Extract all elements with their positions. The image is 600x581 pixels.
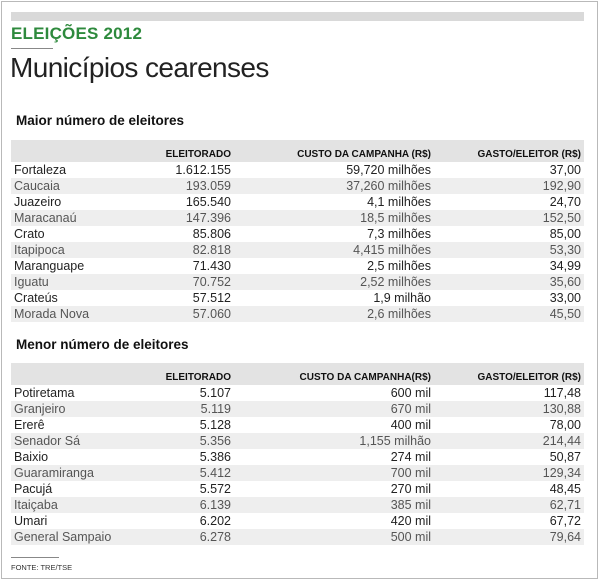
cell-municipio: Senador Sá — [11, 433, 139, 449]
cell-custo: 2,52 milhões — [234, 274, 434, 290]
cell-eleitorado: 57.512 — [192, 291, 231, 305]
cell-custo: 600 mil — [390, 386, 431, 400]
header-eleitorado: ELEITORADO — [139, 148, 234, 162]
table-row — [11, 529, 584, 545]
cell-custo: 500 mil — [234, 529, 434, 545]
cell-municipio: Umari — [14, 514, 48, 528]
cell-custo: 1,155 milhão — [234, 433, 434, 449]
section-title-least: Menor número de eleitores — [16, 337, 189, 352]
table-row — [11, 385, 584, 401]
cell-custo: 420 mil — [390, 514, 431, 528]
section-title-most: Maior número de eleitores — [16, 113, 185, 128]
table-row — [11, 401, 584, 417]
cell-custo: 700 mil — [234, 465, 434, 481]
kicker-rule — [11, 48, 53, 49]
table-header-spacer — [11, 363, 584, 371]
cell-gasto: 62,71 — [434, 497, 584, 513]
table-least-voters — [11, 363, 584, 545]
cell-gasto: 117,48 — [543, 386, 581, 400]
cell-gasto: 85,00 — [549, 227, 581, 241]
cell-custo: 2,5 milhões — [367, 259, 431, 273]
cell-gasto: 33,00 — [549, 291, 581, 305]
cell-municipio: Maranguape — [14, 259, 85, 273]
cell-custo: 4,415 milhões — [234, 242, 434, 258]
table-row — [11, 226, 584, 242]
cell-municipio: Ererê — [14, 418, 45, 432]
table-header — [11, 371, 584, 385]
header-gasto: GASTO/ELEITOR (R$) — [434, 371, 584, 385]
cell-municipio: Itaiçaba — [11, 497, 139, 513]
cell-municipio: Fortaleza — [14, 163, 67, 177]
cell-eleitorado: 6.139 — [139, 497, 234, 513]
cell-eleitorado: 71.430 — [192, 259, 231, 273]
cell-custo: 270 mil — [390, 482, 431, 496]
cell-eleitorado: 6.278 — [139, 529, 234, 545]
cell-municipio: Granjeiro — [11, 401, 139, 417]
cell-municipio: Iguatu — [11, 274, 139, 290]
table-row — [11, 306, 584, 322]
cell-gasto: 48,45 — [549, 482, 581, 496]
cell-eleitorado: 57.060 — [139, 306, 234, 322]
cell-eleitorado: 5.412 — [139, 465, 234, 481]
cell-gasto: 37,00 — [549, 163, 581, 177]
table-row — [11, 433, 584, 449]
table-row — [11, 210, 584, 226]
cell-eleitorado: 5.128 — [199, 418, 231, 432]
cell-eleitorado: 82.818 — [139, 242, 234, 258]
page-title: Municípios cearenses — [10, 52, 269, 83]
cell-gasto: 35,60 — [434, 274, 584, 290]
cell-custo: 37,260 milhões — [234, 178, 434, 194]
cell-municipio: Caucaia — [11, 178, 139, 194]
cell-gasto: 129,34 — [434, 465, 584, 481]
cell-custo: 385 mil — [234, 497, 434, 513]
header-custo: CUSTO DA CAMPANHA(R$) — [234, 371, 434, 385]
cell-gasto: 34,99 — [549, 259, 581, 273]
header-municipio — [11, 371, 139, 385]
cell-municipio: Pacujá — [14, 482, 53, 496]
cell-eleitorado: 5.119 — [139, 401, 234, 417]
cell-gasto: 78,00 — [549, 418, 581, 432]
table-row — [11, 417, 584, 433]
source-rule — [11, 557, 59, 558]
cell-custo: 4,1 milhões — [367, 195, 431, 209]
cell-gasto: 152,50 — [434, 210, 584, 226]
cell-eleitorado: 85.806 — [192, 227, 231, 241]
cell-custo: 18,5 milhões — [234, 210, 434, 226]
cell-municipio: Morada Nova — [11, 306, 139, 322]
table-header — [11, 148, 584, 162]
cell-gasto: 79,64 — [434, 529, 584, 545]
cell-custo: 2,6 milhões — [234, 306, 434, 322]
cell-gasto: 67,72 — [549, 514, 581, 528]
cell-custo: 400 mil — [390, 418, 431, 432]
cell-custo: 670 mil — [234, 401, 434, 417]
table-row — [11, 290, 584, 306]
cell-municipio: Juazeiro — [14, 195, 62, 209]
cell-gasto: 50,87 — [549, 450, 581, 464]
cell-eleitorado: 147.396 — [139, 210, 234, 226]
cell-eleitorado: 6.202 — [199, 514, 231, 528]
cell-eleitorado: 5.386 — [199, 450, 231, 464]
cell-custo: 59,720 milhões — [346, 163, 431, 177]
cell-eleitorado: 5.107 — [199, 386, 231, 400]
kicker: ELEIÇÕES 2012 — [11, 24, 143, 43]
table-row — [11, 178, 584, 194]
header-municipio — [11, 148, 139, 162]
table-row — [11, 162, 584, 178]
cell-municipio: General Sampaio — [11, 529, 139, 545]
table-row — [11, 449, 584, 465]
source-note: FONTE: TRE/TSE — [11, 563, 73, 572]
cell-eleitorado: 165.540 — [185, 195, 231, 209]
header-custo: CUSTO DA CAMPANHA (R$) — [234, 148, 434, 162]
table-most-voters — [11, 140, 584, 322]
cell-municipio: Guaramiranga — [11, 465, 139, 481]
table-row — [11, 194, 584, 210]
table-row — [11, 258, 584, 274]
cell-municipio: Crateús — [14, 291, 58, 305]
cell-gasto: 214,44 — [434, 433, 584, 449]
table-header-spacer — [11, 140, 584, 148]
cell-eleitorado: 5.356 — [139, 433, 234, 449]
cell-eleitorado: 1.612.155 — [175, 163, 231, 177]
cell-eleitorado: 5.572 — [199, 482, 231, 496]
cell-custo: 1,9 milhão — [373, 291, 431, 305]
header-eleitorado: ELEITORADO — [139, 371, 234, 385]
cell-municipio: Baixio — [14, 450, 49, 464]
top-bar — [11, 12, 584, 21]
table-row — [11, 465, 584, 481]
cell-eleitorado: 193.059 — [139, 178, 234, 194]
table-row — [11, 481, 584, 497]
cell-municipio: Itapipoca — [11, 242, 139, 258]
cell-municipio: Crato — [14, 227, 45, 241]
cell-municipio: Maracanaú — [11, 210, 139, 226]
table-row — [11, 274, 584, 290]
cell-gasto: 53,30 — [434, 242, 584, 258]
cell-gasto: 45,50 — [434, 306, 584, 322]
table-row — [11, 513, 584, 529]
table-row — [11, 242, 584, 258]
cell-custo: 7,3 milhões — [367, 227, 431, 241]
table-row — [11, 497, 584, 513]
cell-gasto: 130,88 — [434, 401, 584, 417]
header-gasto: GASTO/ELEITOR (R$) — [434, 148, 584, 162]
cell-municipio: Potiretama — [14, 386, 75, 400]
cell-gasto: 192,90 — [434, 178, 584, 194]
cell-gasto: 24,70 — [549, 195, 581, 209]
cell-custo: 274 mil — [390, 450, 431, 464]
cell-eleitorado: 70.752 — [139, 274, 234, 290]
